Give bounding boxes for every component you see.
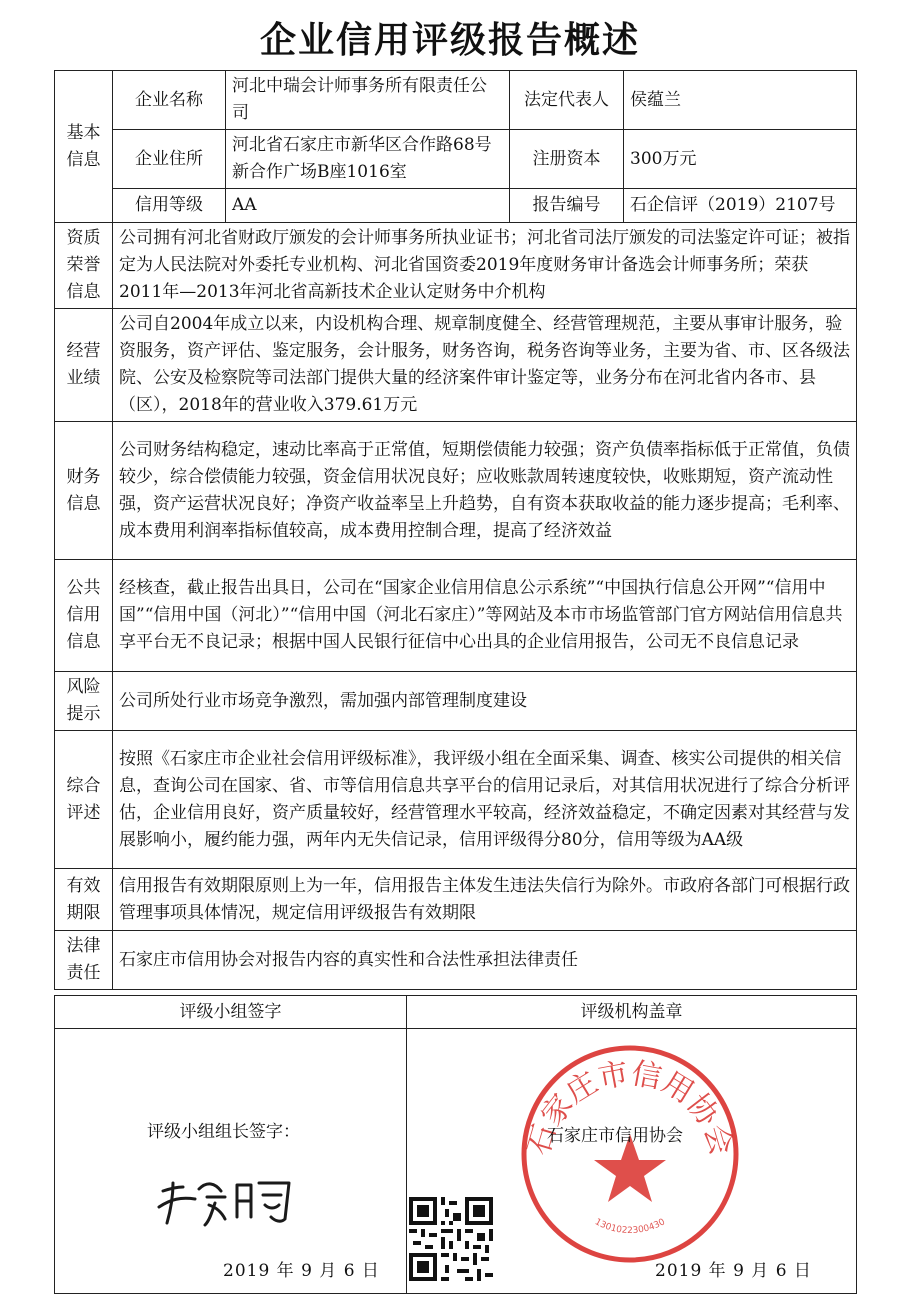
assessment-text: 按照《石家庄市企业社会信用评级标准》，我评级小组在全面采集、调查、核实公司提供的相关信息，查询公司在国家、省、市等信用信息共享平台的信用记录后，对其信用状况进行了综合分析评估，企业信用良好，资产质量较好，经营管理水平较高，经济效益稳定，不确定因素对其经营与发展影响小，履约能力强，两年内无失信记录，信用评级得分80分，信用等级为AA级 xyxy=(113,731,857,869)
agency-seal-date: 2019 年 9 月 6 日 xyxy=(655,1261,812,1281)
qr-code-icon xyxy=(409,1197,493,1281)
assessment-section-label: 综合评述 xyxy=(55,731,113,869)
validity-section-label: 有效期限 xyxy=(55,869,113,931)
risk-text: 公司所处行业市场竞争激烈，需加强内部管理制度建设 xyxy=(113,672,857,731)
agency-seal-area xyxy=(407,1029,857,1294)
registered-capital-label: 注册资本 xyxy=(510,130,624,189)
basic-info-section-label: 基本信息 xyxy=(55,71,113,223)
seal-number: 1301022300430 xyxy=(592,1217,668,1237)
official-seal xyxy=(515,1039,745,1269)
report-number-label: 报告编号 xyxy=(510,189,624,223)
credit-grade-value: AA xyxy=(226,189,510,223)
company-address-value: 河北省石家庄市新华区合作路68号新合作广场B座1016室 xyxy=(226,130,510,189)
report-table xyxy=(54,70,857,990)
qualification-text: 公司拥有河北省财政厅颁发的会计师事务所执业证书；河北省司法厅颁发的司法鉴定许可证；被指定为人民法院对外委托专业机构、河北省国资委2019年度财务审计备选会计师事务所；荣获2011年—2013年河北省高新技术企业认定财务中介机构 xyxy=(113,223,857,309)
public-credit-text: 经核查，截止报告出具日，公司在“国家企业信用信息公示系统”“中国执行信息公开网”“信用中国”“信用中国（河北）”“信用中国（河北石家庄）”等网站及本市市场监管部门官方网站信用信息共享平台无不良记录；根据中国人民银行征信中心出具的企业信用报告，公司无不良信息记录 xyxy=(113,560,857,672)
risk-section-label: 风险提示 xyxy=(55,672,113,731)
legal-rep-value: 侯蕴兰 xyxy=(624,71,857,130)
company-name-value: 河北中瑞会计师事务所有限责任公司 xyxy=(226,71,510,130)
handwritten-signature xyxy=(151,1169,301,1229)
legal-text: 石家庄市信用协会对报告内容的真实性和合法性承担法律责任 xyxy=(113,931,857,990)
rating-agency-seal-header: 评级机构盖章 xyxy=(407,996,857,1029)
team-leader-signature-label: 评级小组组长签字： xyxy=(147,1122,300,1142)
public-credit-section-label: 公共信用信息 xyxy=(55,560,113,672)
financial-text: 公司财务结构稳定，速动比率高于正常值，短期偿债能力较强；资产负债率指标低于正常值，负债较少，综合偿债能力较强，资金信用状况良好；应收账款周转速度较快，收账期短，资产流动性强，资产运营状况良好；净资产收益率呈上升趋势，自有资本获取收益的能力逐步提高；毛利率、成本费用利润率指标值较高，成本费用控制合理，提高了经济效益 xyxy=(113,422,857,560)
legal-section-label: 法律责任 xyxy=(55,931,113,990)
page-title: 企业信用评级报告概述 xyxy=(259,20,640,61)
svg-text:1301022300430 xyxy=(593,1217,667,1236)
report-number-value: 石企信评（2019）2107号 xyxy=(624,189,857,223)
legal-rep-label: 法定代表人 xyxy=(510,71,624,130)
performance-section-label: 经营业绩 xyxy=(55,309,113,422)
performance-text: 公司自2004年成立以来，内设机构合理、规章制度健全、经营管理规范，主要从事审计服务，验资服务，资产评估、鉴定服务，会计服务，财务咨询，税务咨询等业务，主要为省、市、区各级法院、公安及检察院等司法部门提供大量的经济案件审计鉴定等，业务分布在河北省内各市、县（区），2018年的营业收入379.61万元 xyxy=(113,309,857,422)
signature-table xyxy=(54,995,857,1294)
qualification-section-label: 资质荣誉信息 xyxy=(55,223,113,309)
company-name-label: 企业名称 xyxy=(113,71,226,130)
registered-capital-value: 300万元 xyxy=(624,130,857,189)
rating-team-signature-header: 评级小组签字 xyxy=(55,996,407,1029)
rating-agency-name: 石家庄市信用协会 xyxy=(547,1126,683,1146)
team-signature-area xyxy=(55,1029,407,1294)
company-address-label: 企业住所 xyxy=(113,130,226,189)
team-signature-date: 2019 年 9 月 6 日 xyxy=(223,1261,380,1281)
credit-grade-label: 信用等级 xyxy=(113,189,226,223)
financial-section-label: 财务信息 xyxy=(55,422,113,560)
seal-text: 石家庄市信用协会 xyxy=(521,1056,739,1160)
validity-text: 信用报告有效期限原则上为一年，信用报告主体发生违法失信行为除外。市政府各部门可根据行政管理事项具体情况，规定信用评级报告有效期限 xyxy=(113,869,857,931)
